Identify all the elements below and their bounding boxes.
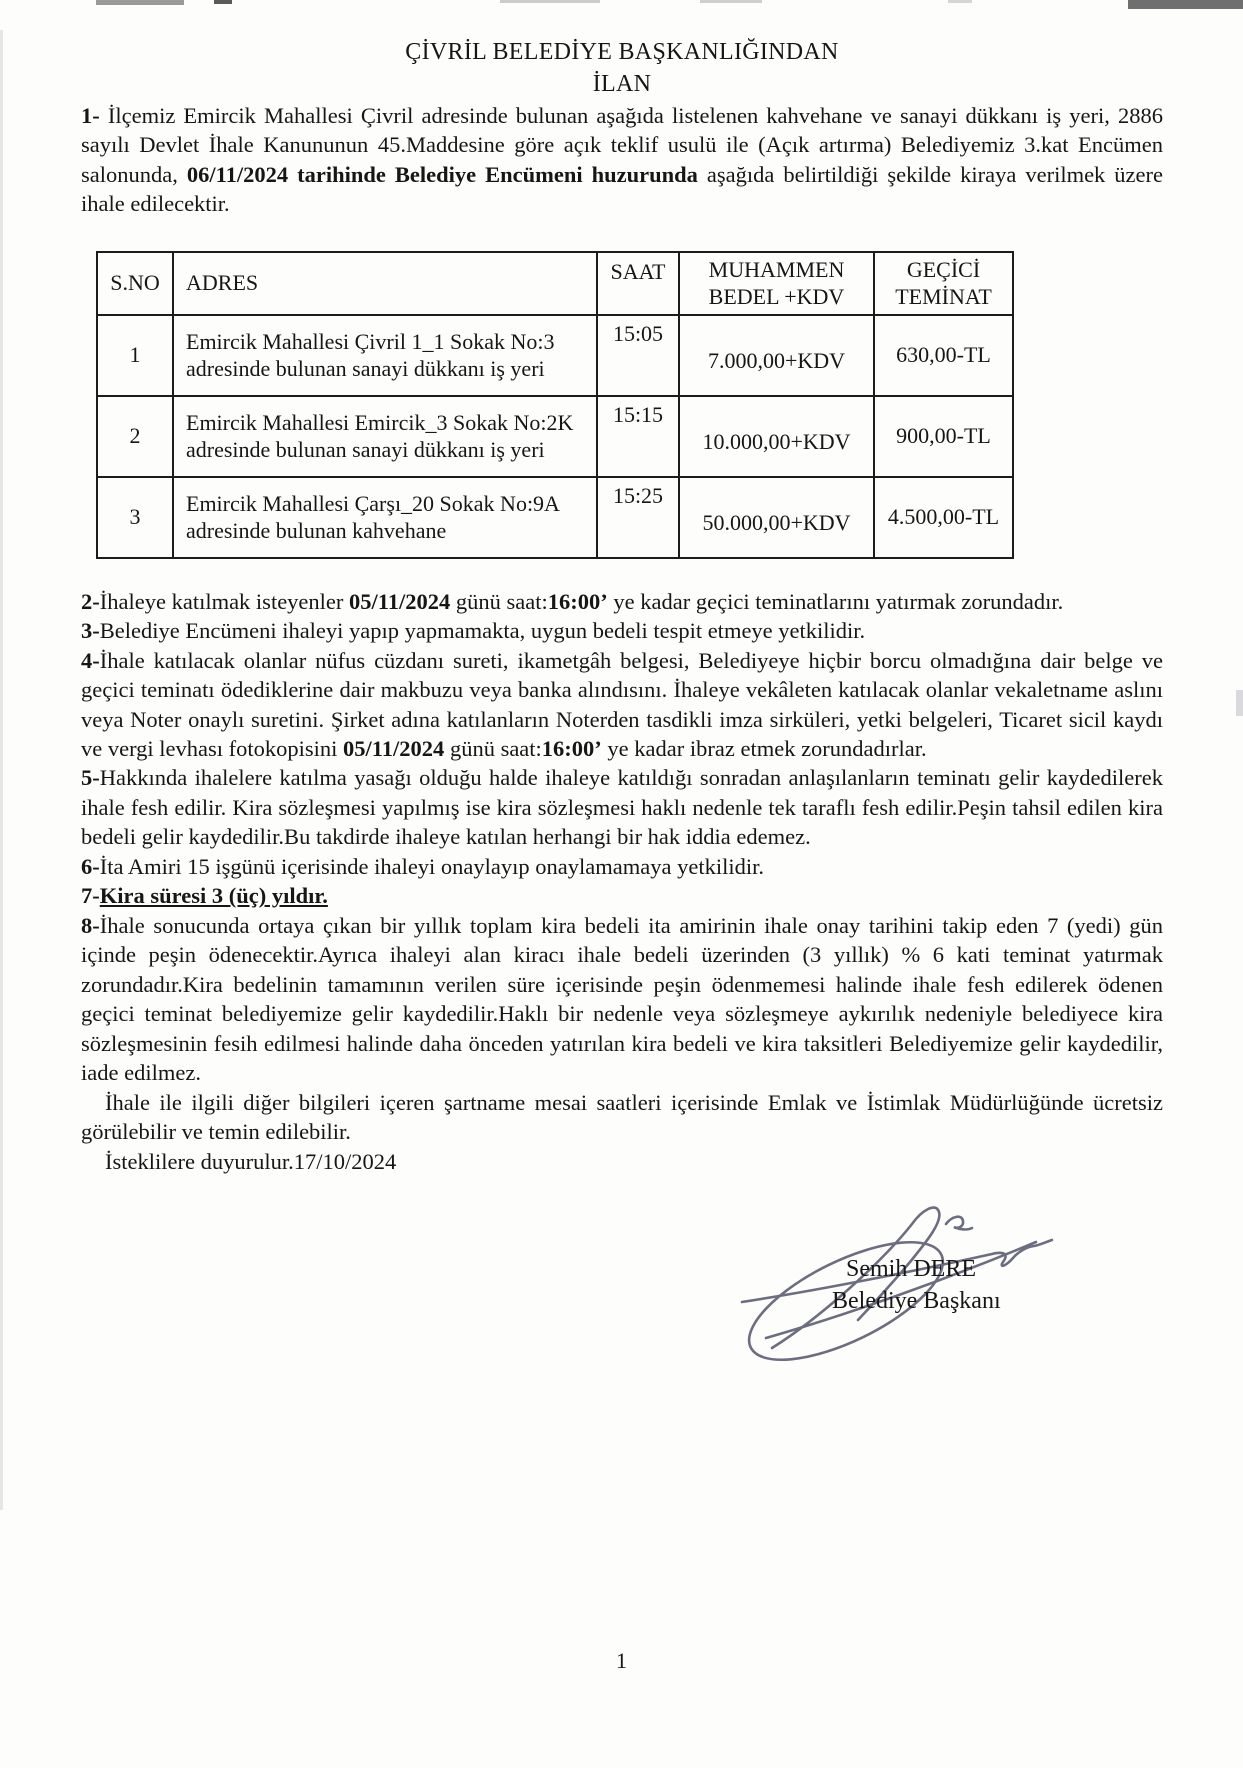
cell-bedel: 10.000,00+KDV xyxy=(679,396,874,477)
header-teminat: GEÇİCİ TEMİNAT xyxy=(874,252,1013,315)
text-segment: 06/11/2024 tarihinde Belediye Encümeni huzurunda xyxy=(186,161,698,187)
text-segment: ye kadar ibraz etmek zorundadırlar. xyxy=(601,736,927,761)
title-line-ilan: İLAN xyxy=(592,71,652,98)
cell-bedel: 7.000,00+KDV xyxy=(679,315,874,396)
scan-artifact xyxy=(214,0,232,4)
cell-saat: 15:05 xyxy=(597,315,679,396)
text-segment: 7- xyxy=(81,883,100,909)
text-segment: İlçemiz Emircik Mahallesi Çivril adresinde bulunan aşağıda listelenen kahvehane ve sanayi dükkanı iş yeri, 2886 sayılı Devlet İhale Kanununun 45.Maddesine göre açık teklif usulü ile (Açık artırma) Belediyemiz 3.kat Encümen salonunda, xyxy=(81,102,1163,187)
table-row xyxy=(97,315,1013,396)
text-segment: 3- xyxy=(81,618,100,644)
text-segment: 05/11/2024 xyxy=(343,736,445,761)
header-sno: S.NO xyxy=(97,252,173,315)
document-body xyxy=(81,36,1163,1176)
header-bedel: MUHAMMEN BEDEL +KDV xyxy=(679,252,874,315)
header-saat: SAAT xyxy=(597,252,679,315)
article-3 xyxy=(81,616,1163,645)
text-segment: 5- xyxy=(81,765,100,791)
text-segment: Kira süresi 3 (üç) yıldır. xyxy=(99,883,328,909)
article-8 xyxy=(81,911,1163,1088)
signature-block xyxy=(700,1190,1080,1380)
scan-artifact xyxy=(948,0,972,3)
cell-sno: 2 xyxy=(97,396,173,477)
cell-sno: 1 xyxy=(97,315,173,396)
text-segment: 16:00’ xyxy=(547,588,608,614)
text-segment: 8- xyxy=(81,912,100,938)
scan-artifact xyxy=(700,0,762,3)
closing-info-paragraph: İhale ile ilgili diğer bilgileri içeren şartname mesai saatleri içerisinde Emlak ve İstimlak Müdürlüğünde ücretsiz görülebilir ve temin edilebilir. xyxy=(81,1089,1163,1145)
article-7 xyxy=(81,881,1163,910)
text-segment: Hakkında ihalelere katılma yasağı olduğu halde ihaleye katıldığı sonradan anlaşılanların teminatı gelir kaydedilerek ihale fesh edilir. Kira sözleşmesi yapılmış ise kira sözleşmesi haklı nedenle tek taraflı fesh edilir.Peşin tahsil edilen kira bedeli gelir kaydedilir.Bu takdirde ihaleye katılan herhangi bir hak iddia edemez. xyxy=(81,765,1163,850)
header-adres: ADRES xyxy=(173,252,597,315)
article-5 xyxy=(81,763,1163,851)
text-segment: Belediye Encümeni ihaleyi yapıp yapmamakta, uygun bedeli tespit etmeye yetkilidir. xyxy=(99,618,866,644)
table-header-row xyxy=(97,252,1013,315)
text-segment: İhaleye katılmak isteyenler xyxy=(99,588,350,614)
scan-artifact xyxy=(0,30,3,1510)
text-segment: İhale sonucunda ortaya çıkan bir yıllık toplam kira bedeli ita amirinin ihale onay tarihini takip eden 7 (yedi) gün içinde peşin ödenecektir.Ayrıca ihaleyi alan kiracı ihale bedeli üzerinden (3 yıllık) % 6 kati teminat yatırmak zorundadır.Kira bedelinin tamamının verilen süre içerisinde peşin ödenmemesi halinde ihale fesh edilerek ödenen geçici teminat belediyemize gelir kaydedilir.Haklı bir nedenle veya sözleşmeye aykırılık nedeniyle belediyece kira sözleşmesinin fesih edilmesi halinde daha önceden yatırılan kira bedeli ve kira taksitleri Belediyemize gelir kaydedilir, iade edilmez. xyxy=(81,912,1163,1086)
scan-artifact xyxy=(500,0,600,3)
cell-adres: Emircik Mahallesi Çivril 1_1 Sokak No:3 adresinde bulunan sanayi dükkanı iş yeri xyxy=(173,315,597,396)
page-number: 1 xyxy=(616,1648,627,1673)
cell-saat: 15:25 xyxy=(597,477,679,558)
cell-saat: 15:15 xyxy=(597,396,679,477)
text-segment: İhale katılacak olanlar nüfus cüzdanı sureti, ikametgâh belgesi, Belediyeye hiçbir borcu olmadığına dair belge ve geçici teminatı ödediklerine dair makbuzu veya banka alındısını. İhaleye vekâleten katılacak olanlar vekaletname aslını veya Noter onaylı suretini. Şirket adına katılanların Noterden tasdikli imza sirküleri, yetki belgeleri, Ticaret sicil kaydı ve vergi levhası fotokopisini xyxy=(81,647,1163,761)
text-segment: 05/11/2024 xyxy=(349,588,451,614)
text-segment: 6- xyxy=(81,853,100,879)
scan-artifact xyxy=(1236,690,1243,716)
cell-bedel: 50.000,00+KDV xyxy=(679,477,874,558)
text-segment: ye kadar geçici teminatlarını yatırmak zorundadır. xyxy=(607,588,1064,614)
cell-teminat: 630,00-TL xyxy=(874,315,1013,396)
closing-announcement-date: İsteklilere duyurulur.17/10/2024 xyxy=(105,1148,397,1174)
cell-teminat: 4.500,00-TL xyxy=(874,477,1013,558)
cell-teminat: 900,00-TL xyxy=(874,396,1013,477)
text-segment: aşağıda belirtildiği şekilde kiraya verilmek üzere ihale edilecektir. xyxy=(81,161,1164,217)
article-4 xyxy=(81,646,1163,764)
article-2 xyxy=(81,587,1163,616)
text-segment: günü saat: xyxy=(450,588,548,614)
tender-table xyxy=(96,251,1014,559)
intro-paragraph xyxy=(81,101,1163,219)
cell-adres: Emircik Mahallesi Çarşı_20 Sokak No:9A adresinde bulunan kahvehane xyxy=(173,477,597,558)
text-segment: 4- xyxy=(81,647,100,673)
signatory-name: Semih DERE xyxy=(846,1256,976,1282)
text-segment: İta Amiri 15 işgünü içerisinde ihaleyi onaylayıp onaylamamaya yetkilidir. xyxy=(99,853,764,879)
title-line-authority: ÇİVRİL BELEDİYE BAŞKANLIĞINDAN xyxy=(405,39,839,65)
cell-adres: Emircik Mahallesi Emircik_3 Sokak No:2K adresinde bulunan sanayi dükkanı iş yeri xyxy=(173,396,597,477)
table-row xyxy=(97,396,1013,477)
text-segment: günü saat: xyxy=(444,736,542,761)
table-row xyxy=(97,477,1013,558)
signatory-title: Belediye Başkanı xyxy=(832,1288,1001,1314)
cell-sno: 3 xyxy=(97,477,173,558)
text-segment: 1- xyxy=(81,102,100,128)
handwritten-signature xyxy=(700,1190,1080,1380)
scan-artifact xyxy=(1128,0,1243,9)
article-6 xyxy=(81,852,1163,881)
scan-artifact xyxy=(96,0,184,5)
text-segment: 2- xyxy=(81,588,100,614)
text-segment: 16:00’ xyxy=(541,736,602,761)
document-title xyxy=(81,36,1163,101)
